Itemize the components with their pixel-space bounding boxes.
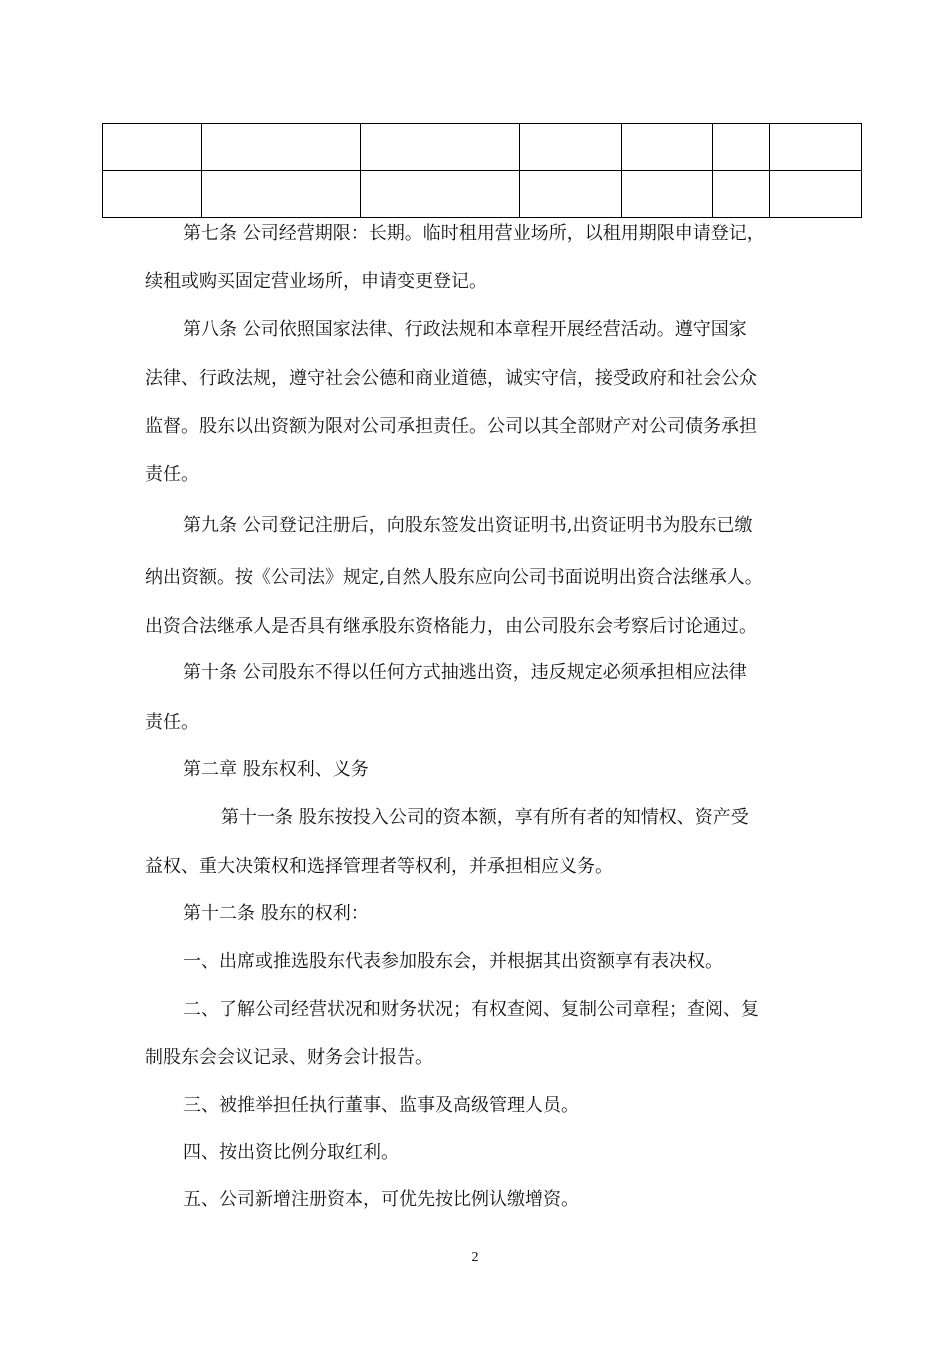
table-cell bbox=[361, 124, 520, 171]
article-9-line-1: 第九条 公司登记注册后，向股东签发出资证明书,出资证明书为股东已缴 bbox=[183, 515, 753, 536]
article-10-line-2: 责任。 bbox=[145, 712, 199, 733]
right-item-4: 四、按出资比例分取红利。 bbox=[183, 1142, 399, 1163]
table-cell bbox=[520, 171, 622, 218]
article-12-heading: 第十二条 股东的权利： bbox=[183, 903, 369, 924]
article-7-line-1: 第七条 公司经营期限：长期。临时租用营业场所，以租用期限申请登记， bbox=[183, 223, 765, 244]
article-10-line-1: 第十条 公司股东不得以任何方式抽逃出资，违反规定必须承担相应法律 bbox=[183, 662, 747, 683]
table-cell bbox=[202, 124, 361, 171]
table-row bbox=[103, 124, 862, 171]
table-cell bbox=[622, 124, 713, 171]
article-11-line-1: 第十一条 股东按投入公司的资本额，享有所有者的知情权、资产受 bbox=[221, 807, 749, 828]
right-item-2-line-2: 制股东会会议记录、财务会计报告。 bbox=[145, 1047, 433, 1068]
table-cell bbox=[361, 171, 520, 218]
article-9-line-2: 纳出资额。按《公司法》规定,自然人股东应向公司书面说明出资合法继承人。 bbox=[145, 567, 763, 588]
article-8-line-1: 第八条 公司依照国家法律、行政法规和本章程开展经营活动。遵守国家 bbox=[183, 319, 747, 340]
right-item-1: 一、出席或推选股东代表参加股东会，并根据其出资额享有表决权。 bbox=[183, 951, 723, 972]
right-item-5: 五、公司新增注册资本，可优先按比例认缴增资。 bbox=[183, 1189, 579, 1210]
chapter-2-heading: 第二章 股东权利、义务 bbox=[183, 759, 369, 780]
table-row bbox=[103, 171, 862, 218]
blank-table bbox=[102, 123, 862, 218]
table-cell bbox=[622, 171, 713, 218]
article-8-line-4: 责任。 bbox=[145, 464, 199, 485]
table-cell bbox=[520, 124, 622, 171]
article-7-line-2: 续租或购买固定营业场所，申请变更登记。 bbox=[145, 271, 487, 292]
table-cell bbox=[103, 171, 202, 218]
article-11-line-2: 益权、重大决策权和选择管理者等权利，并承担相应义务。 bbox=[145, 856, 613, 877]
table-cell bbox=[103, 124, 202, 171]
table-cell bbox=[202, 171, 361, 218]
table-cell bbox=[770, 171, 862, 218]
page-number: 2 bbox=[471, 1250, 479, 1265]
right-item-2-line-1: 二、了解公司经营状况和财务状况；有权查阅、复制公司章程；查阅、复 bbox=[183, 999, 759, 1020]
article-8-line-3: 监督。股东以出资额为限对公司承担责任。公司以其全部财产对公司债务承担 bbox=[145, 416, 757, 437]
table-cell bbox=[713, 171, 770, 218]
table-cell bbox=[770, 124, 862, 171]
article-8-line-2: 法律、行政法规，遵守社会公德和商业道德，诚实守信，接受政府和社会公众 bbox=[145, 368, 757, 389]
right-item-3: 三、被推举担任执行董事、监事及高级管理人员。 bbox=[183, 1095, 579, 1116]
table-cell bbox=[713, 124, 770, 171]
article-9-line-3: 出资合法继承人是否具有继承股东资格能力，由公司股东会考察后讨论通过。 bbox=[145, 616, 757, 637]
